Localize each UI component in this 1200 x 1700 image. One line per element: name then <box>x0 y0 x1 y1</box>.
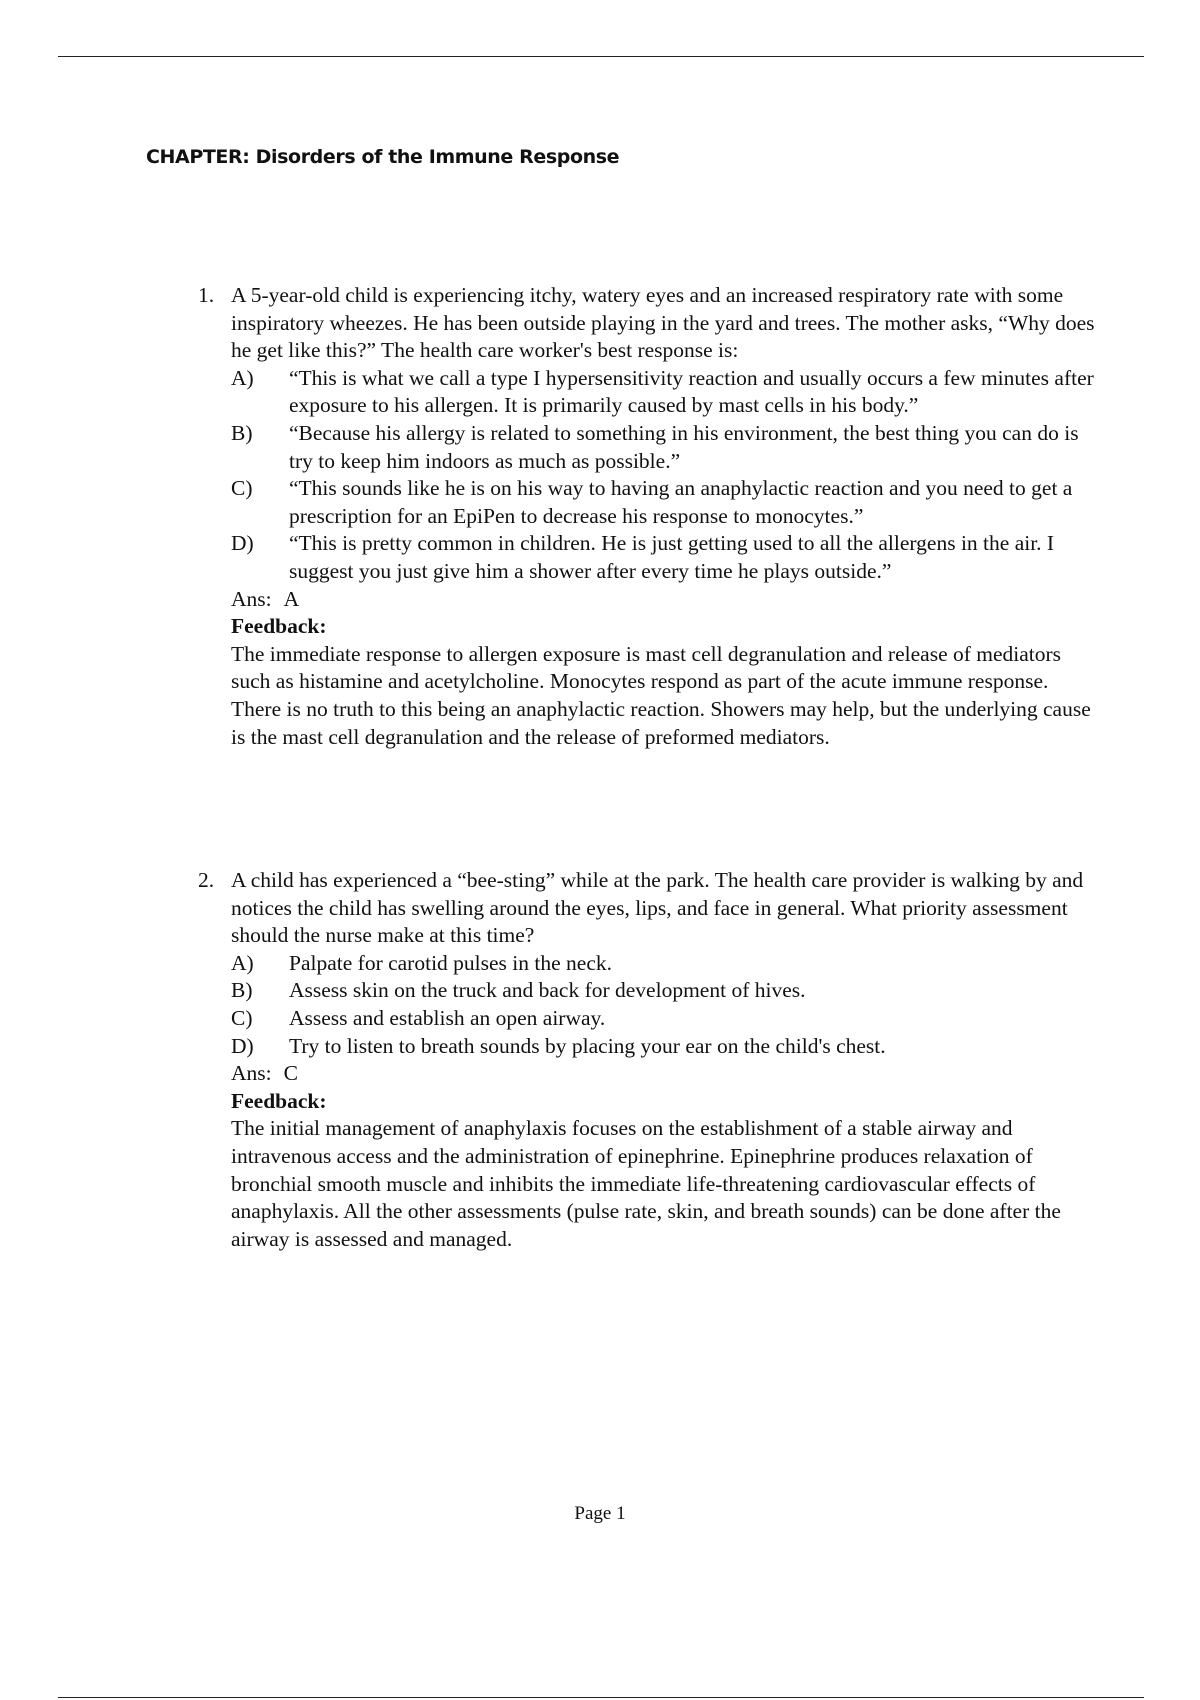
option-letter: C) <box>231 476 253 501</box>
option-letter: C) <box>231 1005 253 1030</box>
answer-value: A <box>283 586 300 611</box>
option-text: Try to listen to breath sounds by placing your ear on the child's chest. <box>289 1033 886 1058</box>
question-number: 1. <box>198 283 215 307</box>
option-text: Assess and establish an open airway. <box>289 1005 606 1030</box>
feedback-label: Feedback: <box>231 1088 327 1113</box>
question-body <box>231 867 1103 1253</box>
option-b <box>231 420 1103 475</box>
answer-row <box>231 1060 1103 1088</box>
feedback-text: The immediate response to allergen exposure is mast cell degranulation and release of mediators such as histamine and acetylcholine. Monocytes respond as part of the acute immune response. There is no truth to this being an anaphylactic reaction. Showers may help, but the underlying cause is the mast cell degranulation and the release of preformed mediators. <box>231 641 1091 749</box>
option-d <box>231 1033 1103 1061</box>
answer-value: C <box>283 1061 298 1086</box>
question-body <box>231 282 1103 751</box>
option-c <box>231 1005 1103 1033</box>
feedback-label: Feedback: <box>231 614 327 639</box>
option-text: “This is pretty common in children. He is just getting used to all the allergens in the air. I suggest you just give him a shower after every time he plays outside.” <box>289 531 1055 583</box>
bottom-rule <box>58 1697 1144 1698</box>
option-a <box>231 950 1103 978</box>
question-stem: A 5-year-old child is experiencing itchy, watery eyes and an increased respiratory rate with some inspiratory wheezes. He has been outside playing in the yard and trees. The mother asks, “Why does he get like this?” The health care worker's best response is: <box>231 283 1095 363</box>
option-letter: B) <box>231 978 253 1003</box>
top-rule <box>58 56 1144 57</box>
option-letter: B) <box>231 420 253 445</box>
answer-label: Ans: <box>231 1061 272 1086</box>
question-1 <box>198 282 1103 751</box>
option-letter: A) <box>231 950 254 975</box>
option-letter: A) <box>231 365 254 390</box>
option-b <box>231 977 1103 1005</box>
option-text: “Because his allergy is related to something in his environment, the best thing you can do is try to keep him indoors as much as possible.” <box>289 420 1079 473</box>
option-text: “This is what we call a type I hypersensitivity reaction and usually occurs a few minutes after exposure to his allergen. It is primarily caused by mast cells in his body.” <box>289 365 1094 418</box>
question-stem: A child has experienced a “bee-sting” while at the park. The health care provider is walking by and notices the child has swelling around the eyes, lips, and face in general. What priority assessment should the nurse make at this time? <box>231 868 1084 948</box>
question-number: 2. <box>198 868 215 892</box>
option-text: Assess skin on the truck and back for development of hives. <box>289 978 806 1003</box>
question-2 <box>198 867 1103 1253</box>
answer-label: Ans: <box>231 586 272 611</box>
chapter-title: CHAPTER: Disorders of the Immune Response <box>146 146 620 168</box>
feedback-text: The initial management of anaphylaxis focuses on the establishment of a stable airway and intravenous access and the administration of epinephrine. Epinephrine produces relaxation of bronchial smooth muscle and inhibits the immediate life-threatening cardiovascular effects of anaphylaxis. All the other assessments (pulse rate, skin, and breath sounds) can be done after the airway is assessed and managed. <box>231 1116 1061 1251</box>
page-number: Page 1 <box>574 1503 626 1524</box>
option-text: “This sounds like he is on his way to having an anaphylactic reaction and you need to get a prescription for an EpiPen to decrease his response to monocytes.” <box>289 476 1073 528</box>
option-letter: D) <box>231 531 254 556</box>
option-letter: D) <box>231 1033 254 1058</box>
option-c <box>231 475 1103 530</box>
option-text: Palpate for carotid pulses in the neck. <box>289 950 612 975</box>
option-a <box>231 365 1103 420</box>
option-d <box>231 530 1103 585</box>
answer-row <box>231 586 1103 614</box>
